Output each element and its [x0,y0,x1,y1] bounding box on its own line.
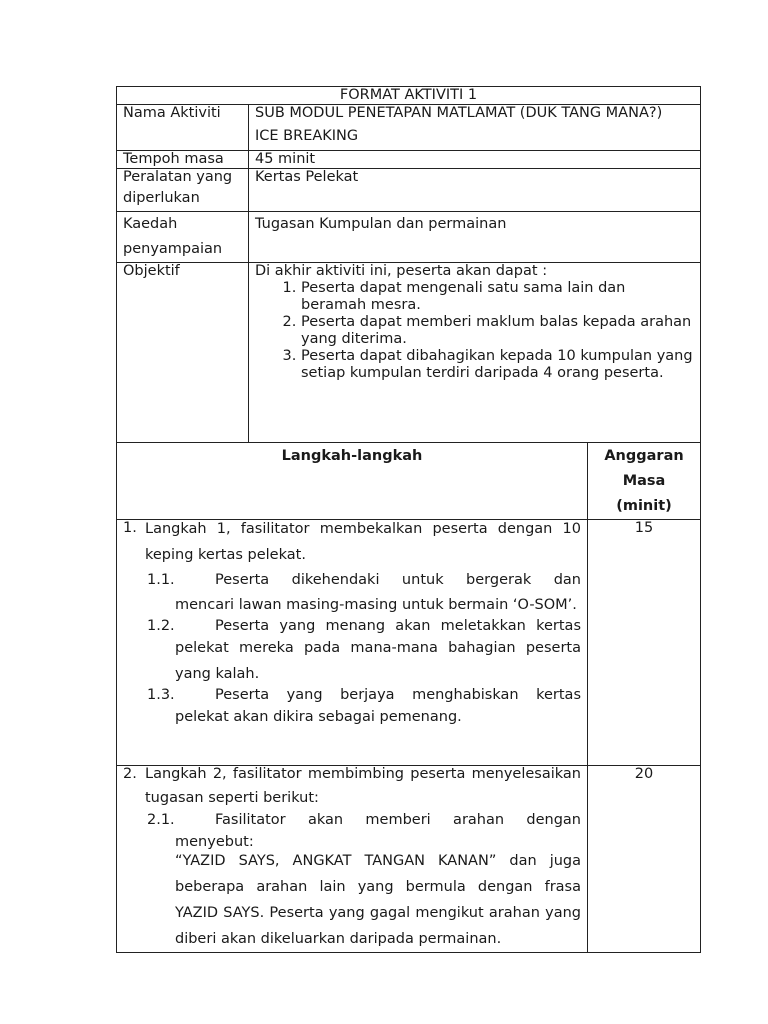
step-1-minutes: 15 [588,520,701,766]
step-2-minutes: 20 [588,766,701,953]
objektif-item: 2. Peserta dapat memberi maklum balas kepada arahan yang diterima. [301,314,694,348]
peralatan-line1: Peralatan yang [123,169,233,185]
substep-2-1 [147,810,581,830]
row-tempoh-masa [117,151,701,169]
time-header-line3: (minit) [616,498,672,514]
objektif-intro: Di akhir aktiviti ini, peserta akan dapat : [255,263,548,279]
substep-1-3-first: Peserta yang berjaya menghabiskan kertas [215,687,581,703]
step-row-1 [117,520,701,766]
substep-1-1-rest: mencari lawan masing-masing untuk bermain ‘O-SOM’. [175,597,577,613]
substep-1-2-num: 1.2. [147,618,175,634]
nama-line1: SUB MODUL PENETAPAN MATLAMAT (DUK TANG MANA?) [255,105,663,121]
label-kaedah [117,212,249,263]
substep-2-1-rest: menyebut: [175,834,254,850]
objektif-item: 3. Peserta dapat dibahagikan kepada 10 kumpulan yang setiap kumpulan terdiri daripada 4 orang peserta. [301,348,694,382]
row-peralatan [117,169,701,212]
substep-1-1-first: Peserta dikehendaki untuk bergerak dan [215,572,581,588]
value-nama-aktiviti [249,105,701,151]
substep-2-1-first: Fasilitator akan memberi arahan dengan [215,812,581,828]
step-1-head [123,520,581,568]
substep-1-3 [147,687,581,704]
label-nama-aktiviti [117,105,249,151]
document-title: FORMAT AKTIVITI 1 [117,87,701,105]
label-tempoh-masa: Tempoh masa [117,151,249,169]
time-header-line2: Masa [622,473,666,489]
value-kaedah: Tugasan Kumpulan dan permainan [249,212,701,263]
row-nama-aktiviti [117,105,701,151]
objektif-item: 1. Peserta dapat mengenali satu sama lain dan beramah mesra. [301,280,694,314]
steps-header-time [588,443,701,520]
step-1-content [117,520,588,766]
step-2-num: 2. [123,766,137,782]
peralatan-line2: diperlukan [123,190,200,206]
step-2-text: Langkah 2, fasilitator membimbing peserta menyelesaikan tugasan seperti berikut: [145,766,581,806]
step-2-content [117,766,588,953]
step-1-num: 1. [123,520,137,536]
activity-format-table [116,86,701,953]
steps-header-label: Langkah-langkah [117,443,588,520]
steps-header-row [117,443,701,520]
objektif-list [255,280,694,382]
substep-1-2-rest: pelekat mereka pada mana-mana bahagian peserta yang kalah. [175,640,581,682]
step-1-text: Langkah 1, fasilitator membekalkan peserta dengan 10 keping kertas pelekat. [145,521,581,563]
substep-1-2-first: Peserta yang menang akan meletakkan kertas [215,618,581,634]
row-objektif [117,263,701,443]
value-tempoh-masa: 45 minit [249,151,701,169]
substep-2-1-num: 2.1. [147,812,175,828]
title-row [117,87,701,105]
step-2-head [123,766,581,810]
substep-1-3-rest: pelekat akan dikira sebagai pemenang. [175,709,462,725]
label-peralatan [117,169,249,212]
row-kaedah [117,212,701,263]
substep-1-1-num: 1.1. [147,572,175,588]
label-objektif: Objektif [117,263,249,443]
substep-1-1 [147,568,581,592]
time-header-line1: Anggaran [604,448,684,464]
substep-1-3-num: 1.3. [147,687,175,703]
kaedah-line1: Kaedah [123,216,178,232]
kaedah-line2: penyampaian [123,241,223,257]
value-objektif [249,263,701,443]
substep-1-2 [147,618,581,635]
nama-line2: ICE BREAKING [255,128,359,144]
substep-2-1-extra: “YAZID SAYS, ANGKAT TANGAN KANAN” dan juga beberapa arahan lain yang bermula dengan frasa YAZID SAYS. Peserta yang gagal mengikut arahan yang diberi akan dikeluarkan daripada permainan. [175,853,581,947]
value-peralatan: Kertas Pelekat [249,169,701,212]
label-nama-text: Nama Aktiviti [123,105,221,121]
step-row-2 [117,766,701,953]
